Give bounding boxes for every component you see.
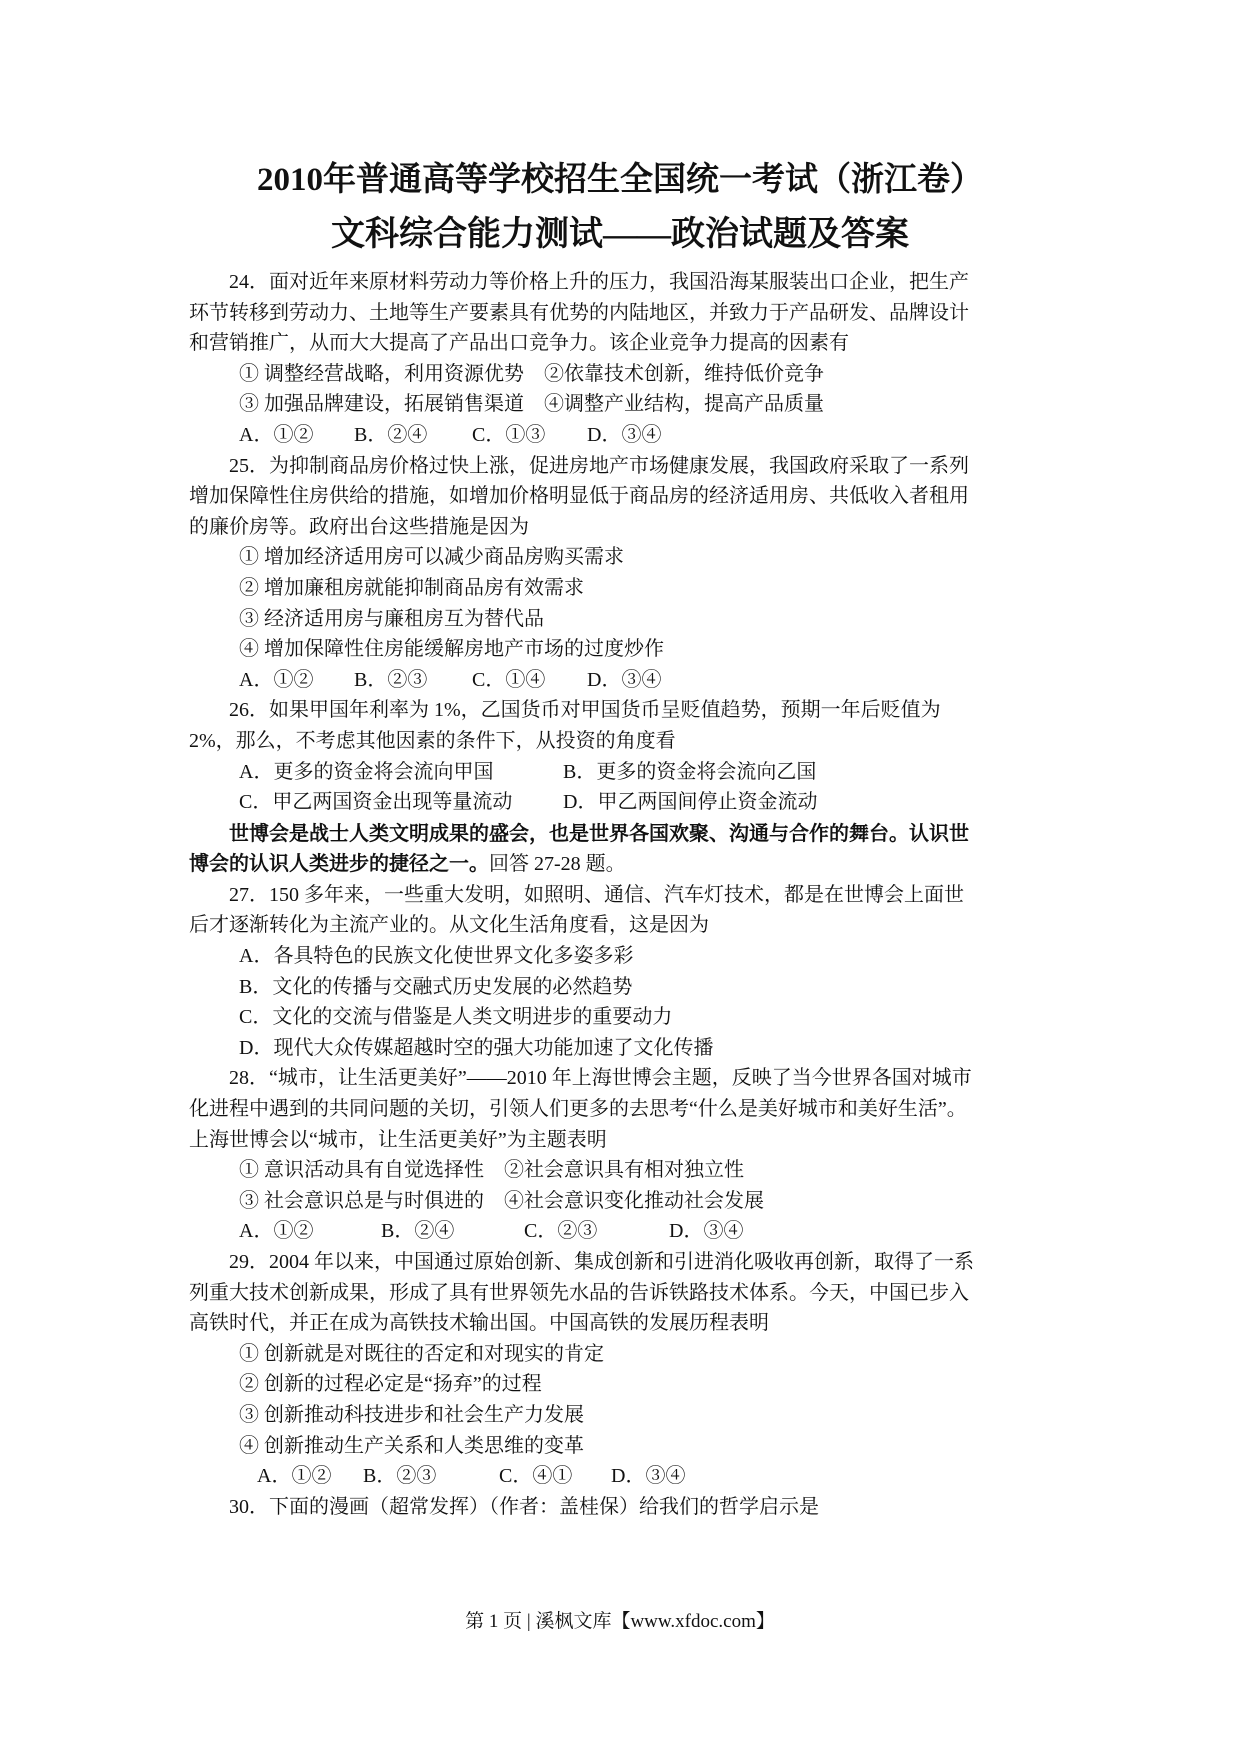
option-a: A．①②: [239, 423, 314, 446]
question-30: [189, 1492, 1049, 1523]
question-text: 2%，那么，不考虑其他因素的条件下，从投资的角度看: [189, 729, 676, 752]
question-27: [189, 880, 1049, 1064]
option-c: C．②③: [524, 1220, 598, 1243]
option-b: B．②④: [381, 1220, 455, 1243]
question-text: 25．为抑制商品房价格过快上涨，促进房地产市场健康发展，我国政府采取了一系列: [229, 454, 969, 477]
option-a: A．①②: [239, 1220, 314, 1243]
document-title: 2010年普通高等学校招生全国统一考试（浙江卷）: [257, 162, 983, 198]
section-intro: [189, 818, 1049, 880]
option-c: C．文化的交流与借鉴是人类文明进步的重要动力: [239, 1006, 673, 1029]
option-a: A．①②: [257, 1465, 332, 1488]
option-d: D．现代大众传媒超越时空的强大功能加速了文化传播: [239, 1036, 714, 1059]
answer-options: [189, 787, 1049, 818]
statement: ④ 创新推动生产关系和人类思维的变革: [239, 1434, 584, 1457]
question-text: 28．“城市，让生活更美好”——2010 年上海世博会主题，反映了当今世界各国对城市: [229, 1067, 972, 1090]
statement: ③ 创新推动科技进步和社会生产力发展: [239, 1403, 584, 1426]
question-text: 29．2004 年以来，中国通过原始创新、集成创新和引进消化吸收再创新，取得了一系: [229, 1251, 974, 1273]
question-text: 列重大技术创新成果，形成了具有世界领先水品的告诉铁路技术体系。今天，中国已步入: [189, 1281, 969, 1304]
question-text: 化进程中遇到的共同问题的关切，引领人们更多的去思考“什么是美好城市和美好生活”。: [189, 1098, 967, 1121]
option-d: D．③④: [669, 1220, 744, 1243]
question-text: 26．如果甲国年利率为 1%，乙国货币对甲国货币呈贬值趋势，预期一年后贬值为: [229, 699, 941, 722]
option-c: C．④①: [499, 1465, 573, 1488]
question-26: [189, 695, 1049, 817]
statement: ① 意识活动具有自觉选择性 ②社会意识具有相对独立性: [239, 1159, 744, 1182]
question-text: 27．150 多年来，一些重大发明，如照明、通信、汽车灯技术，都是在世博会上面世: [229, 883, 964, 906]
intro-text-tail: 回答 27-28 题。: [489, 853, 626, 876]
answer-options: [189, 1216, 1049, 1247]
question-29: [189, 1247, 1049, 1492]
option-b: B．②④: [354, 423, 428, 446]
answer-options: [189, 420, 1049, 451]
answer-options: [189, 665, 1049, 696]
statement: ② 创新的过程必定是“扬弃”的过程: [239, 1373, 542, 1396]
document-subtitle: 文科综合能力测试——政治试题及答案: [331, 216, 909, 253]
statement: ① 调整经营战略，利用资源优势 ②依靠技术创新，维持低价竞争: [239, 362, 824, 385]
question-28: [189, 1063, 1049, 1247]
question-text: 环节转移到劳动力、土地等生产要素具有优势的内陆地区，并致力于产品研发、品牌设计: [189, 301, 969, 324]
question-text: 24．面对近年来原材料劳动力等价格上升的压力，我国沿海某服装出口企业，把生产: [229, 271, 969, 293]
option-d: D．③④: [611, 1465, 686, 1488]
question-24: [189, 267, 1049, 451]
question-text: 30．下面的漫画（超常发挥）（作者：盖桂保）给我们的哲学启示是: [229, 1495, 819, 1518]
option-d: D．甲乙两国间停止资金流动: [563, 791, 818, 814]
option-c: C．①③: [472, 423, 546, 446]
intro-text-bold: 博会的认识人类进步的捷径之一。: [189, 851, 489, 876]
statement: ③ 加强品牌建设，拓展销售渠道 ④调整产业结构，提高产品质量: [239, 393, 824, 416]
option-d: D．③④: [587, 668, 662, 691]
question-25: [189, 451, 1049, 696]
statement: ① 创新就是对既往的否定和对现实的肯定: [239, 1342, 604, 1365]
statement: ④ 增加保障性住房能缓解房地产市场的过度炒作: [239, 638, 664, 661]
question-text: 和营销推广，从而大大提高了产品出口竞争力。该企业竞争力提高的因素有: [189, 332, 849, 355]
question-text: 高铁时代，并正在成为高铁技术输出国。中国高铁的发展历程表明: [189, 1312, 769, 1335]
intro-text: [189, 848, 1049, 880]
statement: ③ 经济适用房与廉租房互为替代品: [239, 607, 544, 630]
question-text: 的廉价房等。政府出台这些措施是因为: [189, 515, 529, 538]
question-text: 上海世博会以“城市，让生活更美好”为主题表明: [189, 1128, 607, 1151]
page-footer: 第 1 页 | 溪枫文库【www.xfdoc.com】: [465, 1611, 775, 1632]
option-c: C．甲乙两国资金出现等量流动: [239, 791, 513, 814]
answer-options: [189, 757, 1049, 788]
option-b: B．②③: [363, 1465, 437, 1488]
option-a: A．更多的资金将会流向甲国: [239, 760, 494, 783]
option-a: A．各具特色的民族文化使世界文化多姿多彩: [239, 945, 634, 968]
statement: ③ 社会意识总是与时俱进的 ④社会意识变化推动社会发展: [239, 1189, 764, 1212]
intro-text: 世博会是战士人类文明成果的盛会，也是世界各国欢聚、沟通与合作的舞台。认识世: [229, 820, 969, 845]
question-text: 增加保障性住房供给的措施，如增加价格明显低于商品房的经济适用房、共低收入者租用: [189, 485, 969, 508]
document-body: [189, 267, 1049, 1522]
statement: ① 增加经济适用房可以减少商品房购买需求: [239, 546, 624, 569]
option-b: B．文化的传播与交融式历史发展的必然趋势: [239, 975, 633, 998]
option-b: B．更多的资金将会流向乙国: [563, 760, 817, 783]
statement: ② 增加廉租房就能抑制商品房有效需求: [239, 576, 584, 599]
option-a: A．①②: [239, 668, 314, 691]
question-text: 后才逐渐转化为主流产业的。从文化生活角度看，这是因为: [189, 914, 709, 937]
answer-options: [189, 1461, 1049, 1492]
option-d: D．③④: [587, 423, 662, 446]
option-c: C．①④: [472, 668, 546, 691]
option-b: B．②③: [354, 668, 428, 691]
